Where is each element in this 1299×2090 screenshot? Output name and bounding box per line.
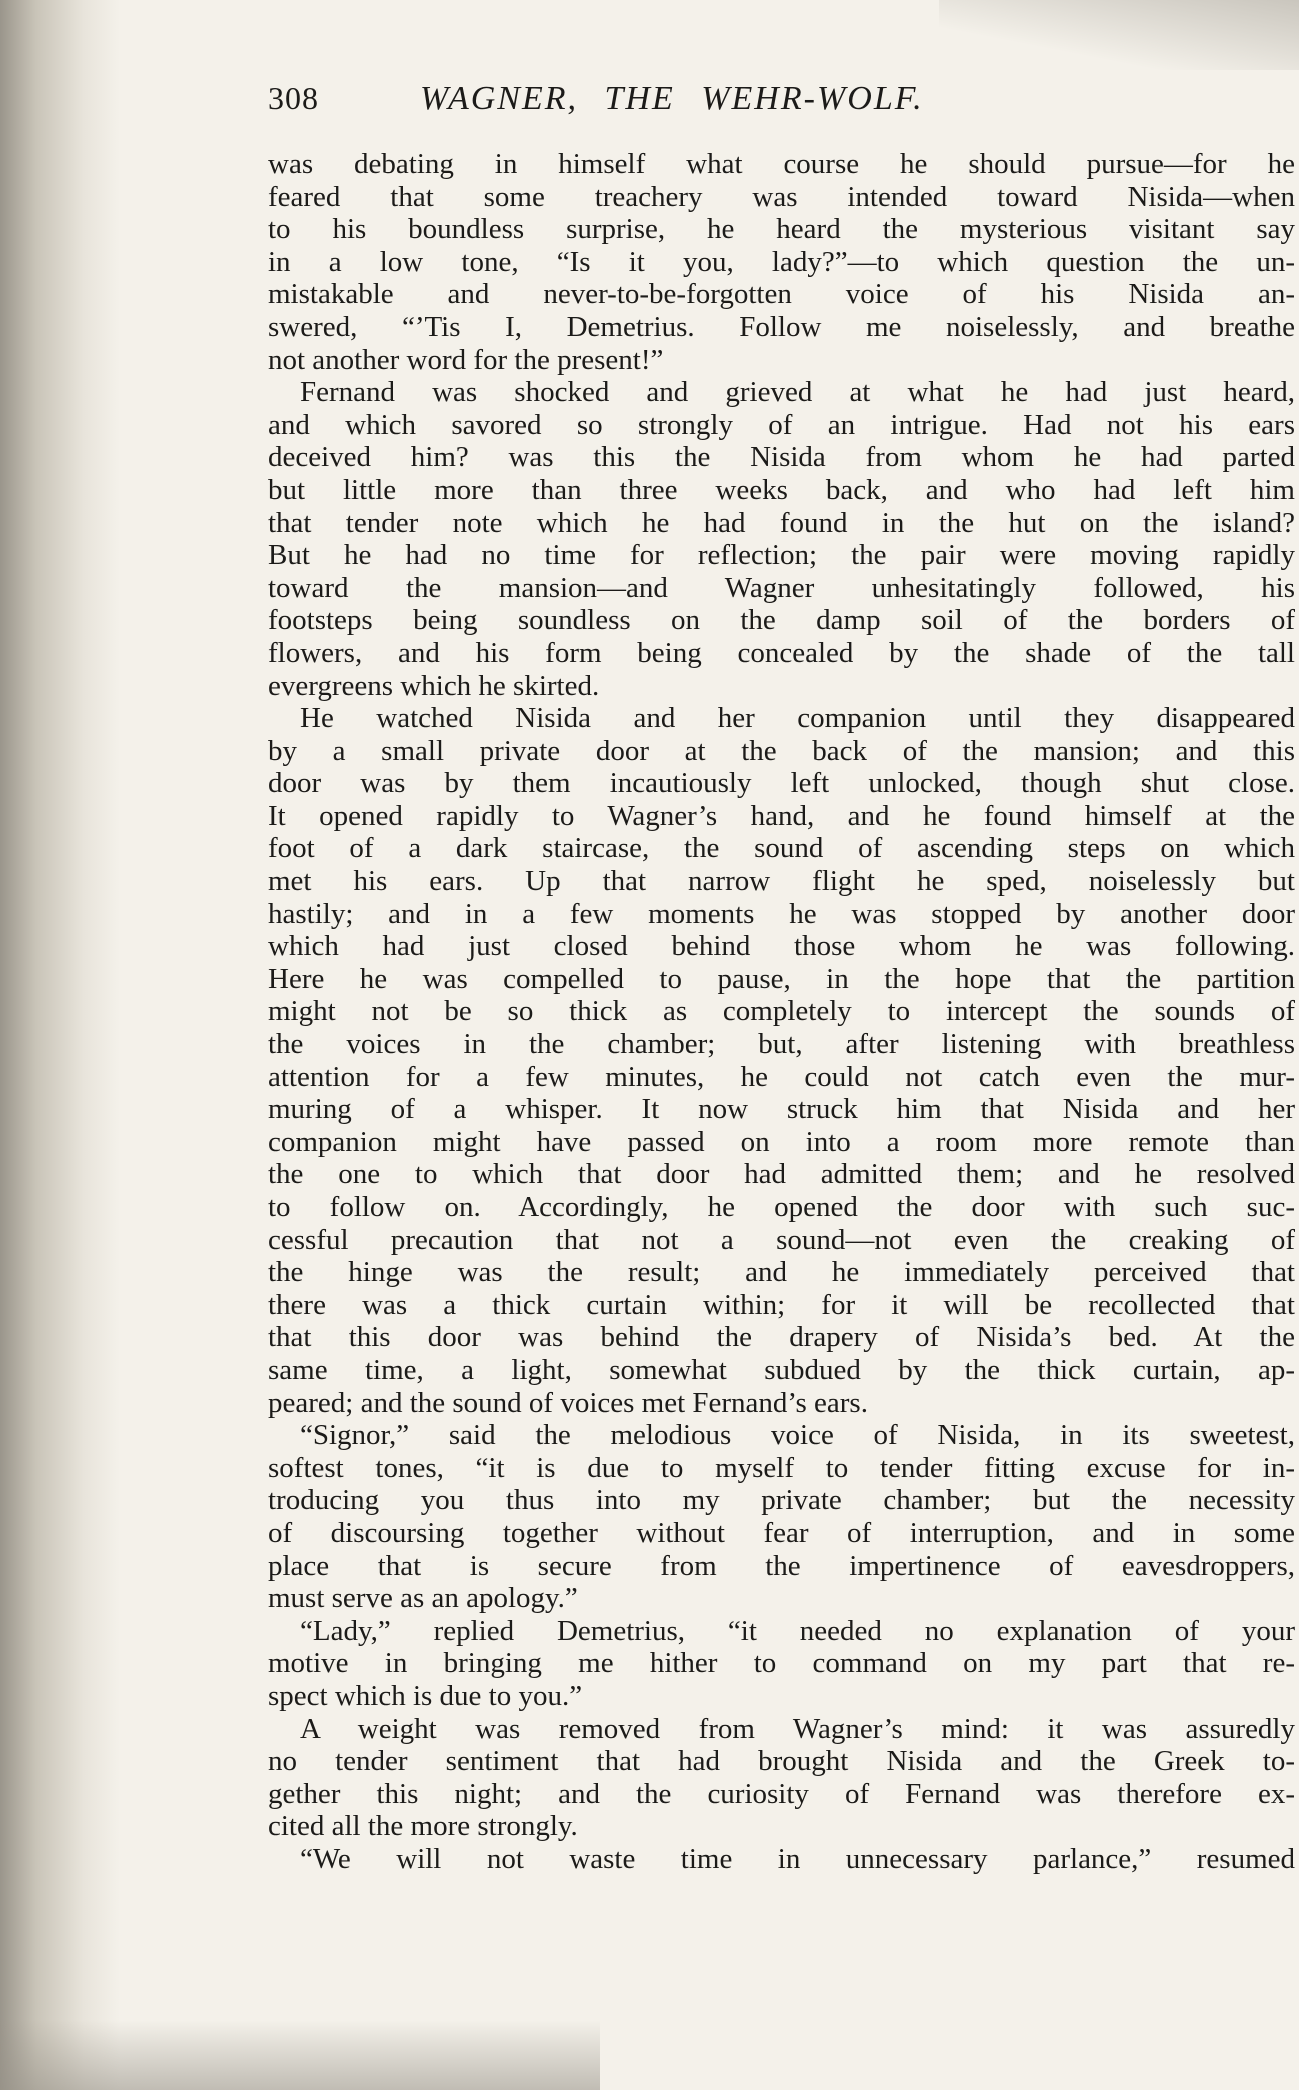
text-line: the hinge was the result; and he immediately perceived that [268,1256,1295,1289]
running-title: WAGNER, THE WEHR-WOLF. [420,80,924,117]
text-line: not another word for the present!” [268,343,664,376]
text-line: footsteps being soundless on the damp soil of the borders of [268,604,1295,637]
text-line: foot of a dark staircase, the sound of ascending steps on which [268,832,1295,865]
text-line: swered, “’Tis I, Demetrius. Follow me noiselessly, and breathe [268,310,1295,343]
text-line: place that is secure from the impertinence of eavesdroppers, [268,1549,1295,1582]
text-line: met his ears. Up that narrow flight he sped, noiselessly but [268,865,1295,898]
text-line: flowers, and his form being concealed by the shade of the tall [268,636,1295,669]
page-gutter-shadow [0,0,120,2090]
text-line: muring of a whisper. It now struck him that Nisida and her [268,1093,1295,1126]
text-line: no tender sentiment that had brought Nisida and the Greek to- [268,1745,1295,1778]
text-line: Fernand was shocked and grieved at what he had just heard, [300,376,1295,409]
text-line: in a low tone, “Is it you, lady?”—to which question the un- [268,245,1295,278]
page-number: 308 [268,80,319,116]
text-line: He watched Nisida and her companion until they disappeared [300,702,1295,735]
text-line: hastily; and in a few moments he was stopped by another door [268,897,1295,930]
text-line: by a small private door at the back of the mansion; and this [268,734,1295,767]
text-line: the one to which that door had admitted them; and he resolved [268,1158,1295,1191]
text-line: companion might have passed on into a room more remote than [268,1125,1295,1158]
text-line: was debating in himself what course he should pursue—for he [268,148,1295,180]
text-line: “Lady,” replied Demetrius, “it needed no explanation of your [300,1614,1295,1647]
text-line: troducing you thus into my private chamber; but the necessity [268,1484,1295,1517]
text-line: and which savored so strongly of an intrigue. Had not his ears [268,408,1295,441]
text-line: attention for a few minutes, he could not catch even the mur- [268,1060,1295,1093]
text-line: softest tones, “it is due to myself to tender fitting excuse for in- [268,1451,1295,1484]
text-line: motive in bringing me hither to command on my part that re- [268,1647,1295,1680]
text-line: Here he was compelled to pause, in the hope that the partition [268,962,1295,995]
text-line: might not be so thick as completely to intercept the sounds of [268,995,1295,1028]
text-line: that this door was behind the drapery of Nisida’s bed. At the [268,1321,1295,1354]
text-line: feared that some treachery was intended toward Nisida—when [268,180,1295,213]
text-line: But he had no time for reflection; the pair were moving rapidly [268,539,1295,572]
text-line: but little more than three weeks back, and who had left him [268,473,1295,506]
text-line: cessful precaution that not a sound—not even the creaking of [268,1223,1295,1256]
text-line: there was a thick curtain within; for it will be recollected that [268,1288,1295,1321]
text-line: “Signor,” said the melodious voice of Nisida, in its sweetest, [300,1419,1295,1452]
text-line: same time, a light, somewhat subdued by the thick curtain, ap- [268,1353,1295,1386]
text-line: spect which is due to you.” [268,1679,583,1712]
text-line: that tender note which he had found in the hut on the island? [268,506,1295,539]
text-line: It opened rapidly to Wagner’s hand, and he found himself at the [268,799,1295,832]
text-line: to follow on. Accordingly, he opened the door with such suc- [268,1191,1295,1223]
text-line: to his boundless surprise, he heard the mysterious visitant say [268,213,1295,246]
text-line: which had just closed behind those whom he was following. [268,930,1295,963]
text-line: A weight was removed from Wagner’s mind: it was assuredly [300,1712,1295,1745]
body-text [268,148,1295,1875]
text-line: gether this night; and the curiosity of Fernand was therefore ex- [268,1777,1295,1810]
page-corner-wear [939,0,1299,70]
text-line: “We will not waste time in unnecessary parlance,” resumed [300,1842,1295,1875]
running-head [268,80,1268,130]
text-line: deceived him? was this the Nisida from whom he had parted [268,441,1295,474]
text-line: the voices in the chamber; but, after listening with breathless [268,1028,1295,1061]
text-line: door was by them incautiously left unlocked, though shut close. [268,767,1295,800]
text-line: must serve as an apology.” [268,1582,578,1615]
text-line: of discoursing together without fear of interruption, and in some [268,1516,1295,1549]
page-bottom-wear [0,2020,600,2090]
text-line: cited all the more strongly. [268,1810,578,1843]
text-line: mistakable and never-to-be-forgotten voice of his Nisida an- [268,278,1295,311]
text-line: toward the mansion—and Wagner unhesitatingly followed, his [268,571,1295,604]
text-line: peared; and the sound of voices met Fernand’s ears. [268,1386,868,1419]
text-line: evergreens which he skirted. [268,669,600,702]
